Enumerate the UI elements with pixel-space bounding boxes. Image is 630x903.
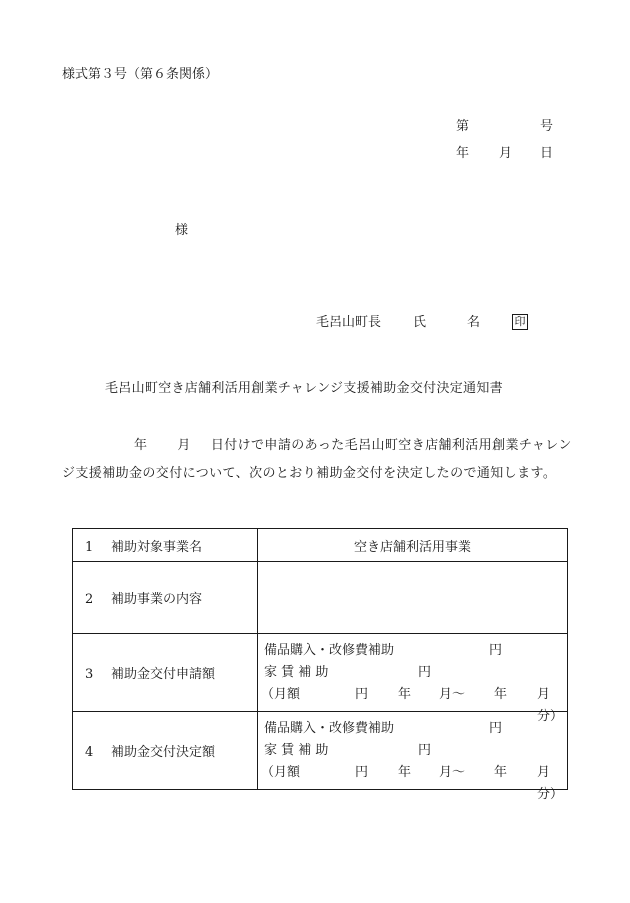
period-yen: 円 [355, 764, 369, 780]
sender-title: 毛呂山町長 [316, 315, 382, 330]
row4-value-cell [258, 712, 568, 802]
seal-mark: 印 [512, 314, 528, 330]
body-paragraph [62, 432, 574, 488]
row2-label-cell [73, 562, 258, 634]
rent-label: 家 賃 補 助 [264, 664, 329, 680]
project-content-cell [258, 562, 568, 634]
form-number: 様式第３号（第６条関係） [62, 67, 219, 82]
equip-yen: 円 [489, 720, 503, 736]
equip-label: 備品購入・改修費補助 [264, 720, 395, 736]
table-row [73, 634, 568, 712]
period-open: （月額 [261, 764, 301, 780]
row3-value-cell [258, 634, 568, 724]
date-year: 年 [456, 146, 470, 161]
addressee-sama: 様 [175, 223, 189, 238]
row1-value-cell [258, 529, 568, 562]
project-name: 空き店舗利活用事業 [353, 539, 471, 555]
row-label: 補助金交付決定額 [111, 745, 216, 760]
rent-yen: 円 [418, 664, 432, 680]
rent-line [258, 662, 567, 684]
date-month: 月 [499, 146, 513, 161]
seal-box [512, 314, 528, 330]
row-number: 1 [85, 539, 94, 555]
doc-title: 毛呂山町空き店舗利活用創業チャレンジ支援補助金交付決定通知書 [105, 381, 503, 396]
period-month2: 月分） [537, 686, 564, 724]
period-line [258, 684, 567, 724]
period-year2: 年 [494, 764, 508, 780]
body-month: 月 [177, 438, 191, 453]
sender-shi: 氏 [413, 315, 427, 330]
period-year2: 年 [494, 686, 508, 702]
period-month2: 月分） [537, 764, 564, 802]
equip-yen: 円 [489, 642, 503, 658]
period-year1: 年 [398, 764, 412, 780]
table-row [73, 712, 568, 790]
period-year1: 年 [398, 686, 412, 702]
body-text: 日付けで申請のあった毛呂山町空き店舗利活用創業チャレンジ支援補助金の交付について、次のとおり補助金交付を決定したので通知します。 [62, 438, 572, 481]
table-row [73, 529, 568, 562]
rent-yen: 円 [418, 742, 432, 758]
subsidy-table [72, 528, 568, 802]
period-month1: 月～ [439, 686, 466, 702]
equip-line [258, 718, 567, 740]
period-open: （月額 [261, 686, 301, 702]
row-label: 補助対象事業名 [111, 539, 203, 555]
row3-label-cell [73, 634, 258, 712]
row-label: 補助金交付申請額 [111, 667, 216, 682]
row-number: 3 [85, 667, 94, 682]
sender-mei: 名 [467, 315, 481, 330]
period-line [258, 762, 567, 802]
rent-line [258, 740, 567, 762]
doc-number-dai: 第 [456, 119, 470, 134]
period-month1: 月～ [439, 764, 466, 780]
table-row [73, 562, 568, 634]
doc-number-go: 号 [540, 119, 554, 134]
period-yen: 円 [355, 686, 369, 702]
equip-line [258, 640, 567, 662]
body-year: 年 [134, 438, 148, 453]
row4-label-cell [73, 712, 258, 790]
equip-label: 備品購入・改修費補助 [264, 642, 395, 658]
row-label: 補助事業の内容 [111, 592, 203, 607]
row-number: 4 [85, 745, 94, 760]
row-number: 2 [85, 592, 94, 607]
row1-label-cell [73, 529, 258, 562]
rent-label: 家 賃 補 助 [264, 742, 329, 758]
date-day: 日 [540, 146, 554, 161]
